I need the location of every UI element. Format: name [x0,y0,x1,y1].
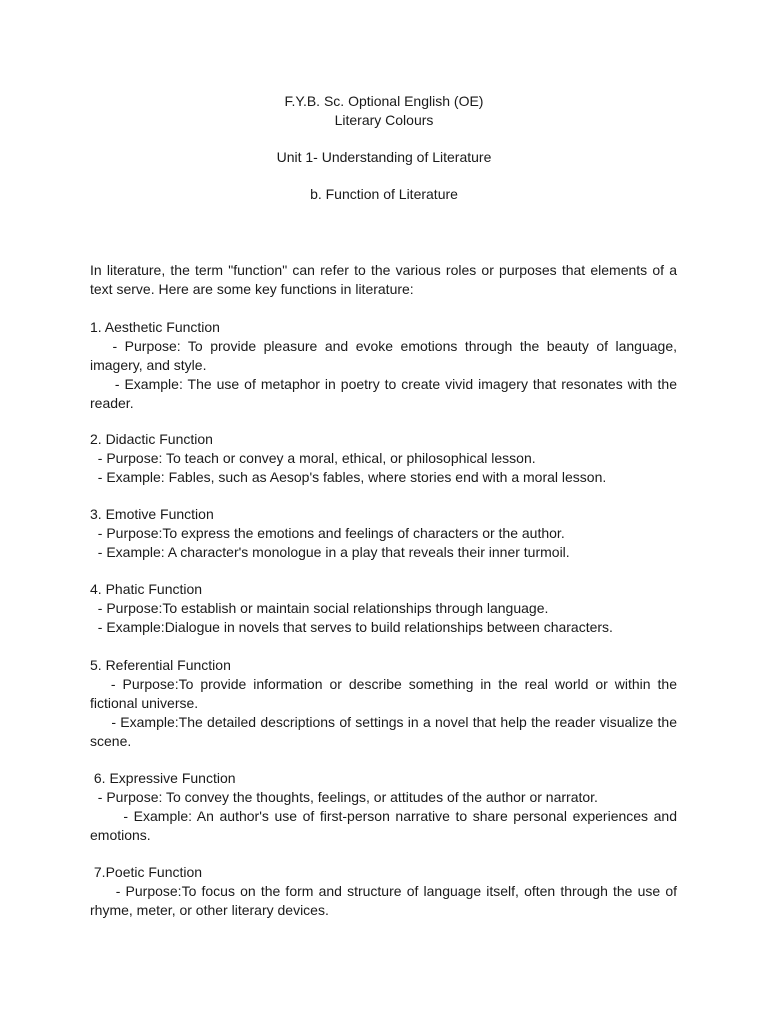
function-block-expressive [90,769,681,845]
function-purpose: - Purpose:To express the emotions and feelings of characters or the author. [90,525,565,541]
function-purpose: - Purpose:To provide information or describe something in the real world or within the fictional universe. [90,676,681,711]
function-title: 2. Didactic Function [90,431,213,447]
function-example: - Example:The detailed descriptions of settings in a novel that help the reader visualize the scene. [90,714,681,749]
course-title: F.Y.B. Sc. Optional English (OE) [284,93,484,109]
function-block-didactic [90,430,677,487]
function-title: 6. Expressive Function [90,770,236,786]
function-title: 1. Aesthetic Function [90,319,220,335]
function-block-referential [90,656,681,751]
function-title: 5. Referential Function [90,657,231,673]
section-title: b. Function of Literature [310,186,458,202]
unit-title: Unit 1- Understanding of Literature [276,149,492,165]
function-example: - Example: The use of metaphor in poetry to create vivid imagery that resonates with the reader. [90,376,681,411]
function-purpose: - Purpose: To provide pleasure and evoke emotions through the beauty of language, imagery, and style. [90,338,681,373]
function-block-poetic [90,863,681,920]
function-purpose: - Purpose:To establish or maintain social relationships through language. [90,600,549,616]
function-example: - Example: Fables, such as Aesop's fables, where stories end with a moral lesson. [90,469,607,485]
function-title: 3. Emotive Function [90,506,214,522]
book-title: Literary Colours [334,112,434,128]
function-purpose: - Purpose: To convey the thoughts, feelings, or attitudes of the author or narrator. [90,789,598,805]
intro-paragraph: In literature, the term "function" can refer to the various roles or purposes that elements of a text serve. Here are some key functions in literature: [90,262,677,297]
function-purpose: - Purpose: To teach or convey a moral, ethical, or philosophical lesson. [90,450,536,466]
function-example: - Example: An author's use of first-person narrative to share personal experiences and emotions. [90,808,681,843]
function-example: - Example: A character's monologue in a play that reveals their inner turmoil. [90,544,570,560]
function-example: - Example:Dialogue in novels that serves to build relationships between characters. [90,619,613,635]
function-block-aesthetic [90,318,681,413]
function-title: 7.Poetic Function [90,864,203,880]
function-block-phatic [90,580,677,637]
function-block-emotive [90,505,677,562]
function-title: 4. Phatic Function [90,581,203,597]
function-purpose: - Purpose:To focus on the form and structure of language itself, often through the use of rhyme, meter, or other literary devices. [90,883,681,918]
